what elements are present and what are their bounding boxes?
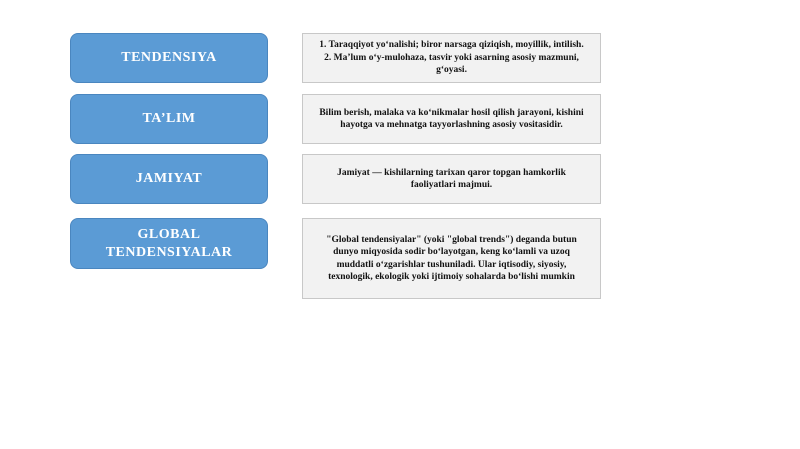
term-box-talim xyxy=(70,94,268,144)
term-label: TENDENSIYA xyxy=(121,50,217,65)
term-label: TA’LIM xyxy=(142,111,196,126)
term-box-tendensiya xyxy=(70,33,268,83)
term-label: GLOBAL TENDENSIYALAR xyxy=(105,226,233,260)
definition-box-tendensiya xyxy=(302,33,601,83)
definition-box-global-tendensiyalar xyxy=(302,218,601,299)
term-box-jamiyat xyxy=(70,154,268,204)
definition-text: Bilim berish, malaka va ko‘nikmalar hosil qilish jarayoni, kishini hayotga va mehnatga tayyorlashning asosiy vositasidir. xyxy=(319,107,584,130)
definition-box-jamiyat xyxy=(302,154,601,204)
definition-box-talim xyxy=(302,94,601,144)
definition-text: "Global tendensiyalar" (yoki "global trends") deganda butun dunyo miqyosida sodir bo‘layotgan, keng ko‘lamli va uzoq muddatli o‘zgarishlar tushuniladi. Ular iqtisodiy, siyosiy, texnologik, ekologik yoki ijtimoiy sohalarda bo‘lishi mumkin xyxy=(326,234,577,282)
definition-text: 1. Taraqqiyot yo‘nalishi; biror narsaga qiziqish, moyillik, intilish. 2. Ma’lum o‘y-mulohaza, tasvir yoki asarning asosiy mazmuni, g‘oyasi. xyxy=(319,40,584,76)
term-label: JAMIYAT xyxy=(135,171,203,186)
term-box-global-tendensiyalar xyxy=(70,218,268,269)
definition-text: Jamiyat — kishilarning tarixan qaror topgan hamkorlik faoliyatlari majmui. xyxy=(337,167,566,190)
